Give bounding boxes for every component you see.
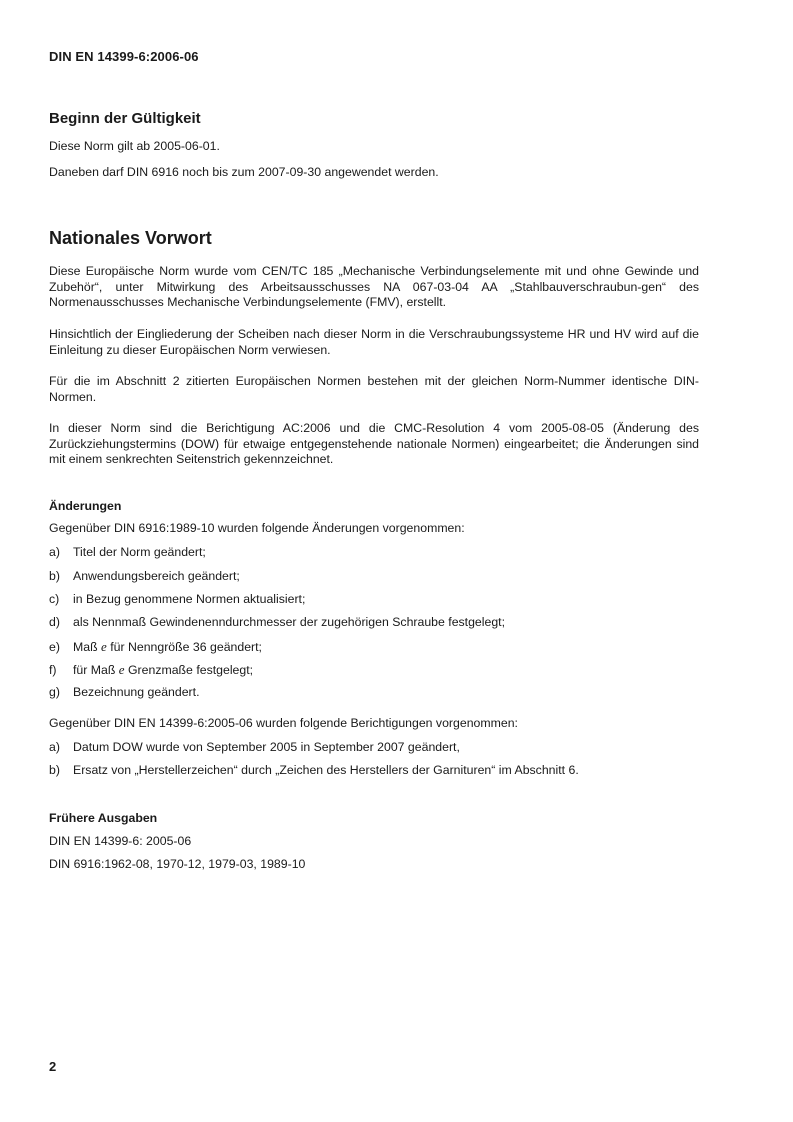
list-marker: e) (49, 640, 60, 654)
changes-intro: Gegenüber DIN 6916:1989-10 wurden folgende Änderungen vorgenommen: (49, 521, 465, 535)
list-marker: a) (49, 740, 60, 754)
list-text: für Maß (73, 663, 119, 677)
list-marker: f) (49, 663, 57, 677)
list-text: Anwendungsbereich geändert; (73, 569, 240, 583)
list-item (49, 592, 305, 607)
list-text: Ersatz von „Herstellerzeichen“ durch „Zeichen des Herstellers der Garnituren“ im Abschnitt 6. (73, 763, 579, 777)
list-item (49, 545, 206, 560)
foreword-paragraph: Für die im Abschnitt 2 zitierten Europäischen Normen bestehen mit der gleichen Norm-Nummer identische DIN-Normen. (49, 374, 699, 404)
foreword-paragraph: Diese Europäische Norm wurde vom CEN/TC 185 „Mechanische Verbindungselemente mit und ohne Gewinde und Zubehör“, unter Mitwirkung des Arbeitsausschusses NA 067-03-04 AA „Stahlbauverschraubun-gen“ des Normenausschusses Mechanische Verbindungselemente (FMV), erstellt. (49, 264, 699, 309)
variable-e: e (118, 662, 125, 677)
foreword-heading: Nationales Vorwort (49, 228, 212, 248)
validity-heading: Beginn der Gültigkeit (49, 110, 201, 127)
corrections-intro: Gegenüber DIN EN 14399-6:2005-06 wurden folgende Berichtigungen vorgenommen: (49, 716, 518, 730)
variable-e: e (101, 639, 107, 654)
validity-line: Daneben darf DIN 6916 noch bis zum 2007-09-30 angewendet werden. (49, 165, 439, 179)
list-marker: a) (49, 545, 60, 559)
list-text: als Nennmaß Gewindenenndurchmesser der zugehörigen Schraube festgelegt; (73, 615, 506, 629)
list-item (49, 685, 199, 700)
list-text: Bezeichnung geändert. (73, 685, 200, 699)
list-marker: d) (49, 615, 60, 629)
list-marker: g) (49, 685, 60, 699)
earlier-editions-heading: Frühere Ausgaben (49, 811, 158, 825)
validity-line: Diese Norm gilt ab 2005-06-01. (49, 139, 220, 153)
earlier-edition-line: DIN EN 14399-6: 2005-06 (49, 834, 192, 848)
list-item (49, 639, 262, 655)
list-marker: c) (49, 592, 60, 606)
list-text: Titel der Norm geändert; (73, 545, 206, 559)
list-item (49, 740, 460, 755)
list-text: Grenzmaße festgelegt; (124, 663, 254, 677)
list-text: in Bezug genommene Normen aktualisiert; (73, 592, 306, 606)
list-text: Datum DOW wurde von September 2005 in September 2007 geändert, (73, 740, 460, 754)
list-marker: b) (49, 763, 60, 777)
list-item (49, 569, 240, 584)
list-marker: b) (49, 569, 60, 583)
page-number: 2 (49, 1059, 57, 1074)
list-item (49, 763, 579, 778)
list-item (49, 615, 505, 630)
list-item (49, 662, 253, 678)
list-text: Maß (73, 640, 102, 654)
document-id: DIN EN 14399-6:2006-06 (49, 49, 199, 64)
changes-heading: Änderungen (49, 499, 122, 513)
foreword-paragraph: Hinsichtlich der Eingliederung der Scheiben nach dieser Norm in die Verschraubungssysteme HR und HV wird auf die Einleitung zu dieser Europäischen Norm verwiesen. (49, 327, 699, 357)
earlier-edition-line: DIN 6916:1962-08, 1970-12, 1979-03, 1989-10 (49, 857, 306, 871)
foreword-paragraph: In dieser Norm sind die Berichtigung AC:2006 und die CMC-Resolution 4 vom 2005-08-05 (Änderung des Zurückziehungstermins (DOW) für etwaige entgegenstehende nationale Normen) eingearbeitet; die Änderungen sind mit einem senkrechten Seitenstrich gekennzeichnet. (49, 421, 699, 466)
list-text: für Nenngröße 36 geändert; (106, 640, 262, 654)
